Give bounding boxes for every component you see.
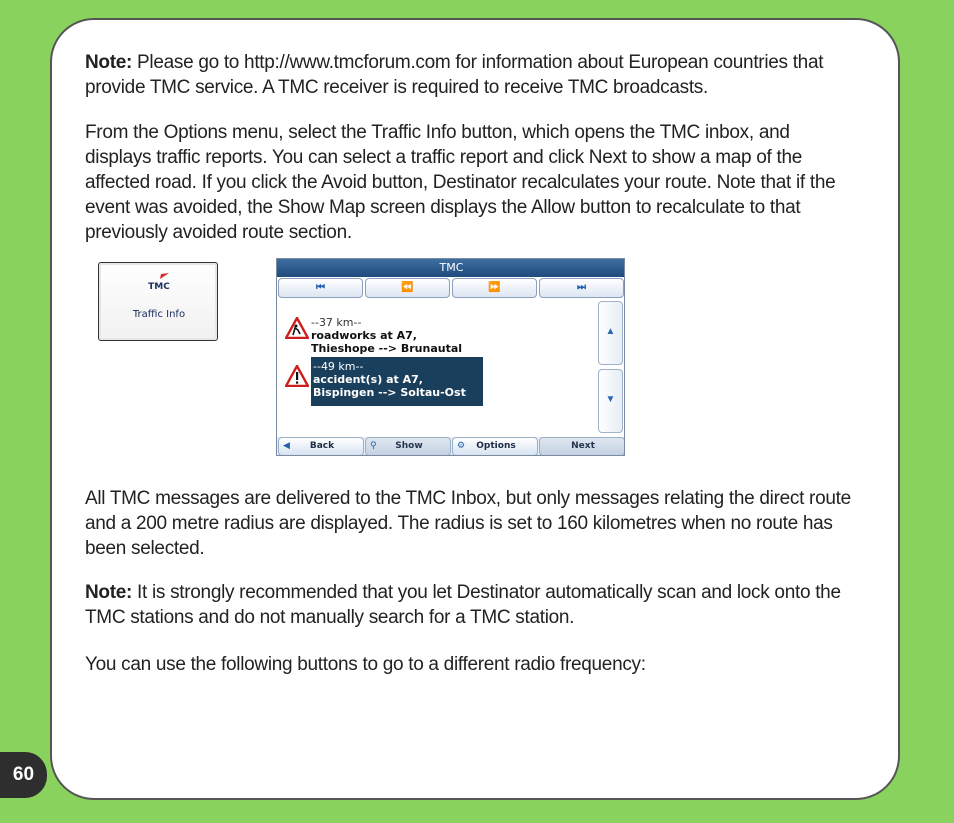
inbox-paragraph: All TMC messages are delivered to the TMC Inbox, but only messages relating the direct route and a 200 metre radius are displayed. The radius is set to 160 kilometres when no route has been selected. bbox=[85, 488, 851, 559]
first-button[interactable] bbox=[278, 278, 363, 298]
back-label: Back bbox=[309, 441, 335, 451]
tmc-inbox-screen bbox=[276, 258, 625, 456]
item-event: accident(s) at A7, bbox=[313, 373, 423, 386]
rewind-icon: ⏪ bbox=[401, 282, 414, 293]
options-button[interactable] bbox=[452, 437, 538, 456]
next-label: Next bbox=[571, 441, 595, 451]
options-gears-icon: ⚙ bbox=[457, 441, 466, 451]
note-text-1: Please go to http://www.tmcforum.com for information about European countries that provide TMC service. A TMC receiver is required to receive TMC broadcasts. bbox=[85, 52, 824, 98]
show-button[interactable] bbox=[365, 437, 451, 456]
show-label: Show bbox=[395, 441, 423, 451]
skip-last-icon: ⏭ bbox=[577, 282, 586, 293]
fast-forward-icon: ⏩ bbox=[488, 282, 501, 293]
roadworks-warning-icon bbox=[285, 317, 309, 339]
arrow-down-icon: ▼ bbox=[605, 394, 616, 405]
accident-warning-icon bbox=[285, 365, 309, 387]
arrow-up-icon: ▲ bbox=[605, 326, 616, 337]
skip-first-icon: ⏮ bbox=[316, 282, 325, 293]
note-label-1: Note: bbox=[85, 52, 133, 73]
item-event: roadworks at A7, bbox=[311, 329, 417, 342]
note-paragraph-1 bbox=[85, 50, 860, 100]
next-page-button[interactable] bbox=[452, 278, 537, 298]
scroll-down-button[interactable] bbox=[598, 369, 623, 433]
note-text-2: It is strongly recommended that you let Destinator automatically scan and lock onto the TMC stations and do not manually search for a TMC station. bbox=[85, 582, 841, 628]
selected-highlight bbox=[311, 357, 483, 406]
traffic-report-list bbox=[279, 301, 595, 437]
options-label: Options bbox=[476, 441, 516, 451]
previous-button[interactable] bbox=[365, 278, 450, 298]
back-button[interactable] bbox=[278, 437, 364, 456]
tmc-logo-icon bbox=[146, 273, 172, 291]
next-button[interactable] bbox=[539, 437, 625, 456]
tmc-bottom-bar bbox=[277, 437, 625, 456]
magnifier-icon: ⚲ bbox=[370, 441, 377, 451]
traffic-info-label: Traffic Info bbox=[132, 309, 186, 320]
last-button[interactable] bbox=[539, 278, 624, 298]
item-route: Thieshope --> Brunautal bbox=[311, 342, 463, 355]
item-route: Bispingen --> Soltau-Ost bbox=[313, 386, 466, 399]
item-distance: --37 km-- bbox=[311, 316, 362, 329]
note-paragraph-2 bbox=[85, 580, 860, 630]
item-distance: --49 km-- bbox=[313, 360, 364, 373]
page-number: 60 bbox=[0, 752, 47, 798]
svg-text:TMC: TMC bbox=[148, 282, 170, 291]
frequency-paragraph: You can use the following buttons to go to a different radio frequency: bbox=[85, 654, 646, 675]
options-paragraph: From the Options menu, select the Traffic Info button, which opens the TMC inbox, and displays traffic reports. You can select a traffic report and click Next to show a map of the affected road. If you click the Avoid button, Destinator recalculates your route. Note that if the event was avoided, the Show Map screen displays the Allow button to recalculate to that previously avoided route section. bbox=[85, 122, 836, 243]
scroll-up-button[interactable] bbox=[598, 301, 623, 365]
back-arrow-icon: ◀ bbox=[283, 441, 290, 451]
note-label-2: Note: bbox=[85, 582, 133, 603]
traffic-info-button[interactable] bbox=[98, 262, 218, 341]
tmc-title-bar: TMC bbox=[277, 259, 625, 277]
